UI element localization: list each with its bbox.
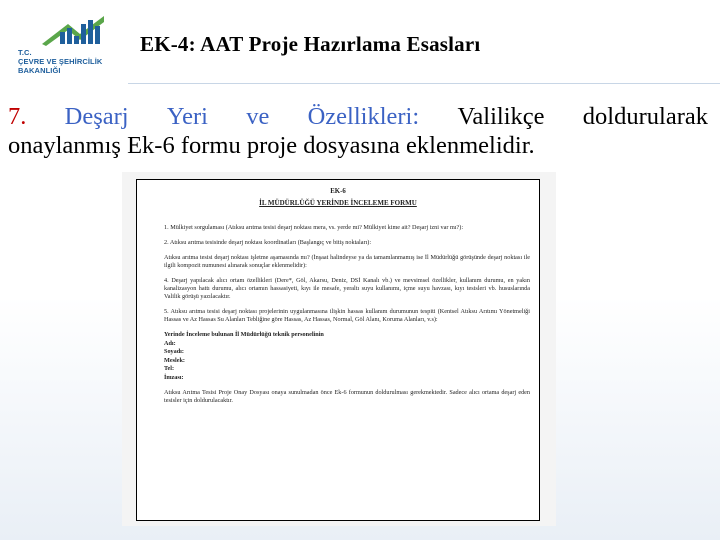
body-line-1 — [8, 102, 708, 131]
form-image-frame — [122, 172, 556, 526]
body-word: doldurularak — [582, 103, 708, 130]
item-heading-word: ve — [246, 103, 270, 130]
body-word: Valilikçe — [457, 103, 545, 130]
logo-line: BAKANLIĞI — [18, 66, 61, 75]
body-line-2: onaylanmış Ek-6 formu proje dosyasına eklenmelidir. — [8, 132, 535, 159]
logo-line: T.C. — [18, 48, 32, 57]
form-heading: EK-6 — [330, 188, 346, 195]
form-body — [164, 224, 530, 412]
logo-emblem-icon — [38, 12, 108, 48]
signer-field: Soyadı: — [164, 348, 184, 355]
item-heading-word: Deşarj — [64, 103, 129, 130]
logo-text — [18, 48, 130, 75]
form-item: 1. Mülkiyet sorgulaması (Atıksu arıtma tesisi deşarj noktası mera, vs. yerde mi? Mülkiyet kime ait? Deşarj izni var mı?): — [164, 224, 464, 231]
form-item: Atıksu arıtma tesisi deşarj noktası işletme aşamasında mı? (İnşaat halindeyse ya da tamamlanmamış ise İl Müdürlüğü görüşünde deşarj noktası ile ilgili kompozit numunesi alınarak sonuçlar eklenmelidir): — [164, 254, 530, 269]
body-paragraph — [8, 102, 708, 160]
item-heading-word: Yeri — [166, 103, 208, 130]
header-divider — [128, 83, 720, 84]
signer-field: Tel: — [164, 365, 175, 372]
form-item: 5. Atıksu arıtma tesisi deşarj noktası projelerinin uygulanmasına ilişkin hassas kullanım durumunun tespiti (Kentsel Atıksu Arıtımı Yönetmeliği Hassas ve Az Hassas Su Alanları Tebliğine göre Hassas, Az Hassas, Normal, Göl Alanı, Koruma Alanları, v.s): — [164, 308, 530, 323]
item-heading-word: Özellikleri: — [307, 103, 420, 130]
signers-title: Yerinde İnceleme bulunan İl Müdürlüğü teknik personelinin — [164, 331, 324, 338]
form-item: 4. Deşarj yapılacak alıcı ortam özellikleri (Dere*, Göl, Akarsu, Deniz, DSİ Kanalı vb.) ve mevsimsel özellikler, kullanım durumu, en yakın kanalizasyon hattı durumu, alıcı ortamın hassasiyeti, kıyı ile mesafe, yeraltı suyu kullanımı, içme suyu havzası, kıyı tesisleri vb. hususlarında Valilik görüşü yazılacaktır. — [164, 277, 530, 300]
signer-field: Adı: — [164, 339, 176, 347]
ek6-form-document — [136, 179, 540, 521]
form-subheading: İL MÜDÜRLÜĞÜ YERİNDE İNCELEME FORMU — [259, 199, 417, 207]
form-signers — [164, 331, 530, 382]
form-item: 2. Atıksu arıtma tesisinde deşarj noktası koordinatları (Başlangıç ve bitiş noktaları): — [164, 239, 372, 246]
logo-line: ÇEVRE VE ŞEHİRCİLİK — [18, 57, 103, 66]
signer-field: İmzası: — [164, 373, 184, 381]
page-title: EK-4: AAT Proje Hazırlama Esasları — [140, 32, 481, 56]
form-footer-note: Atıksu Arıtma Tesisi Proje Onay Dosyası onaya sunulmadan önce Ek-6 formunun doldurulması gerekmektedir. Sadece alıcı ortama deşarj eden tesisler için doldurulacaktır. — [164, 389, 530, 404]
ministry-logo — [12, 8, 126, 82]
signer-field: Meslek: — [164, 356, 185, 364]
slide-header — [0, 0, 720, 92]
item-number: 7. — [8, 103, 27, 130]
